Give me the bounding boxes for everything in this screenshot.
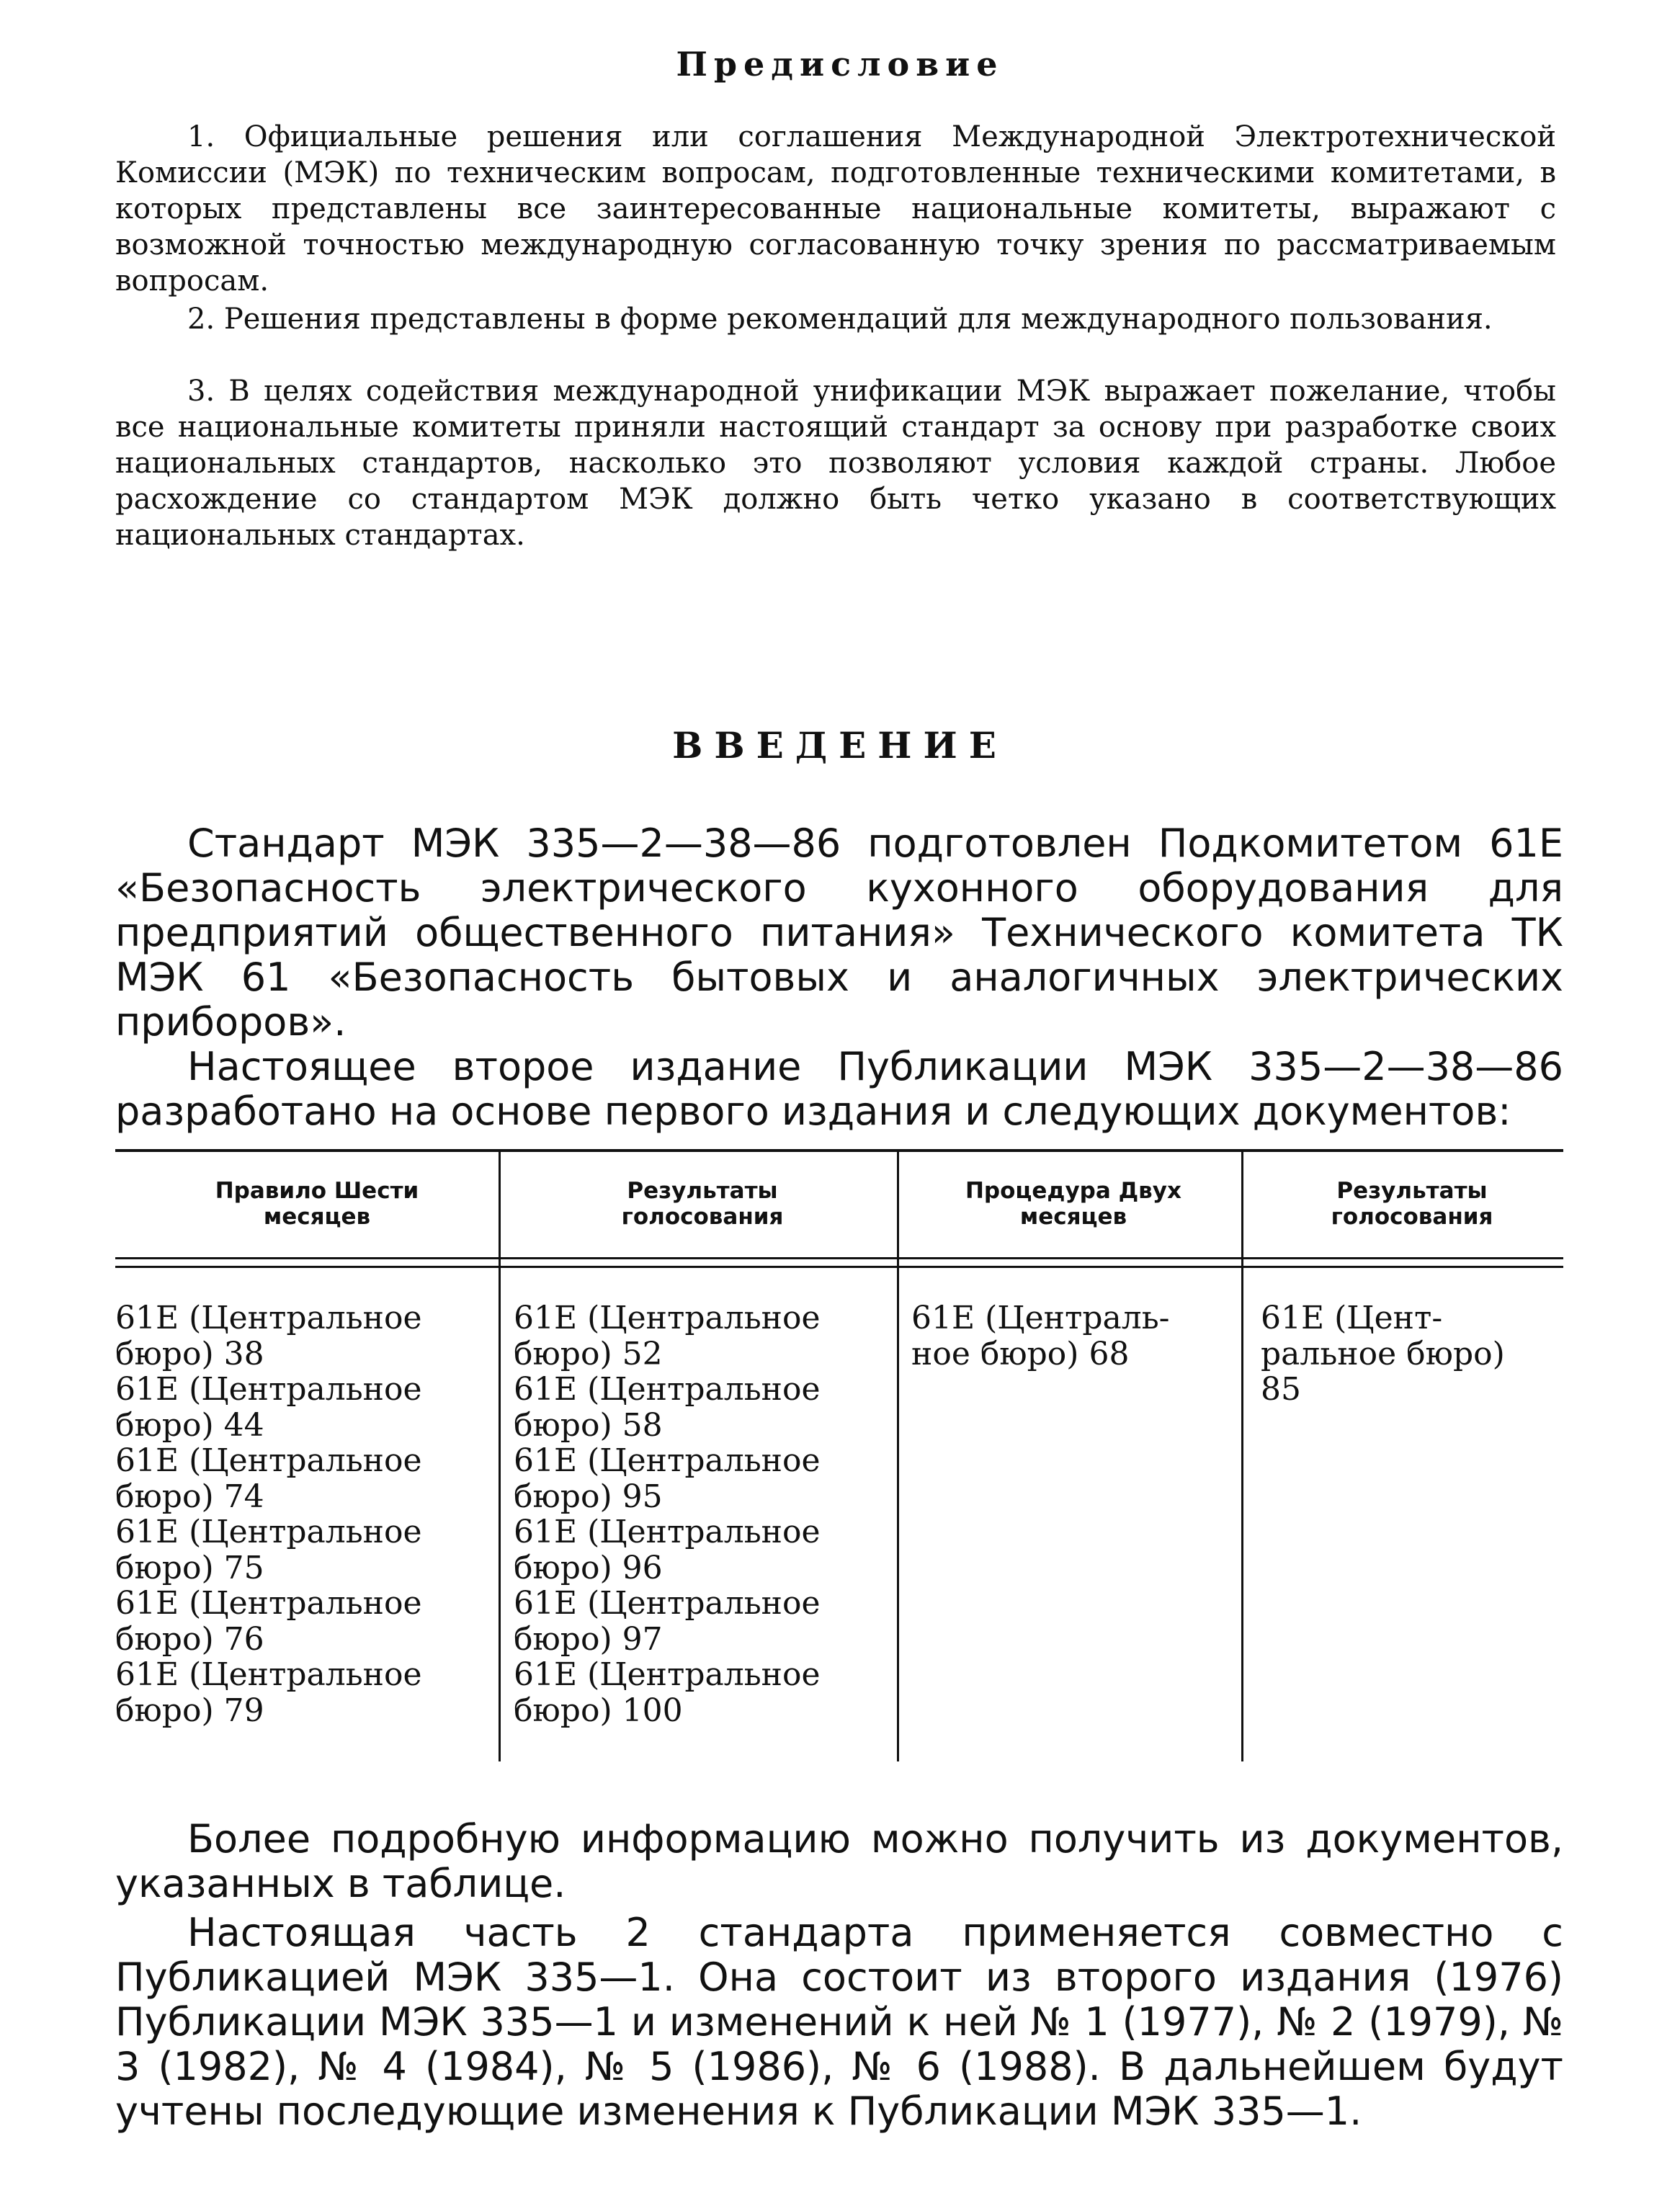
table-header-voting-results: Результаты голосования [621, 1178, 784, 1230]
documents-table [115, 1149, 1563, 1761]
preface-title: Предисловие [676, 45, 1004, 84]
introduction-title: ВВЕДЕНИЕ [672, 724, 1008, 767]
preface-paragraph-2: 2. Решения представлены в форме рекомендаций для международного пользования. [187, 303, 1493, 336]
table-header-two-months-procedure: Процедура Двух месяцев [965, 1178, 1181, 1230]
table-column-divider [499, 1149, 501, 1761]
table-header-six-months-rule: Правило Шести месяцев [215, 1178, 419, 1230]
preface-paragraph-3: 3. В целях содействия международной унификации МЭК выражает пожелание, чтобы все национальные комитеты приняли настоящий стандарт за основу при разработке своих национальных стандартов, насколько это позволяют условия каждой страны. Любое расхождение со стандартом МЭК должно быть четко указано в соответствующих национальных стандартах. [115, 375, 1556, 552]
table-cell-two-months-documents: 61Е (Централь- ное бюро) 68 [911, 1300, 1170, 1372]
table-cell-voting-results: 61Е (Центральное бюро) 52 61Е (Центральное бюро) 58 61Е (Центральное бюро) 95 61Е (Центральное бюро) 96 61Е (Центральное бюро) 97 61Е (Центральное бюро) 100 [514, 1300, 821, 1729]
table-top-rule [115, 1149, 1563, 1152]
introduction-paragraph-4: Настоящая часть 2 стандарта применяется совместно с Публикацией МЭК 335—1. Она состоит из второго издания (1976) Публикации МЭК 335—1 и изменений к ней № 1 (1977), № 2 (1979), № 3 (1982), № 4 (1984), № 5 (1986), № 6 (1988). В дальнейшем будут учтены последующие изменения к Публикации МЭК 335—1. [115, 1910, 1563, 2134]
table-cell-voting-results: 61Е (Цент- ральное бюро) 85 [1261, 1300, 1505, 1408]
introduction-paragraph-2: Настоящее второе издание Публикации МЭК 335—2—38—86 разработано на основе первого издания и следующих документов: [115, 1044, 1563, 1134]
preface-paragraph-1: 1. Официальные решения или соглашения Международной Электротехнической Комиссии (МЭК) по техническим вопросам, подготовленные техническими комитетами, в которых представлены все заинтересованные национальные комитеты, выражают с возможной точностью международную согласованную точку зрения по рассматриваемым вопросам. [115, 120, 1556, 298]
introduction-paragraph-1: Стандарт МЭК 335—2—38—86 подготовлен Подкомитетом 61Е «Безопасность электрического кухонного оборудования для предприятий общественного питания» Технического комитета ТК МЭК 61 «Безопасность бытовых и аналогичных электрических приборов». [115, 821, 1563, 1045]
introduction-paragraph-3: Более подробную информацию можно получить из документов, указанных в таблице. [115, 1816, 1563, 1906]
table-cell-six-months-documents: 61Е (Центральное бюро) 38 61Е (Центральное бюро) 44 61Е (Центральное бюро) 74 61Е (Центральное бюро) 75 61Е (Центральное бюро) 76 61Е (Центральное бюро) 79 [115, 1300, 422, 1729]
table-header-rule-2 [115, 1266, 1563, 1268]
table-column-divider [1241, 1149, 1243, 1761]
table-header-voting-results: Результаты голосования [1331, 1178, 1493, 1230]
table-header-rule-1 [115, 1257, 1563, 1259]
table-column-divider [897, 1149, 899, 1761]
